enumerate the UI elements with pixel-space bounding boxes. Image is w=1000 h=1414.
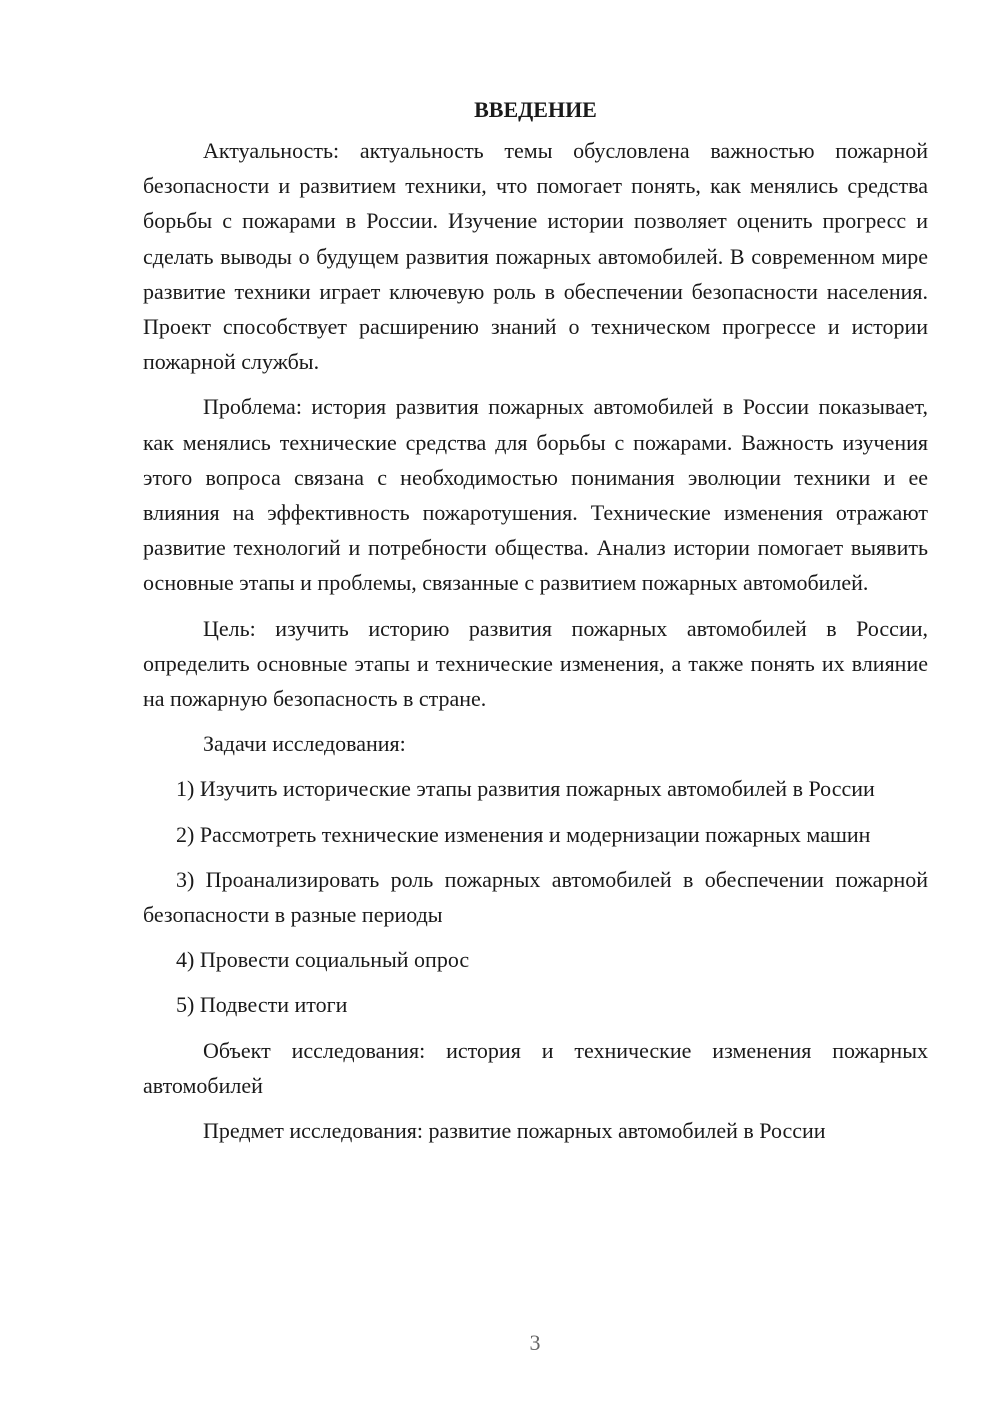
page-title: ВВЕДЕНИЕ xyxy=(474,97,597,122)
research-object: Объект исследования: история и технические изменения пожарных автомобилей xyxy=(143,1037,928,1098)
list-item: 3) Проанализировать роль пожарных автомобилей в обеспечении пожарной безопасности в разные периоды xyxy=(143,866,928,928)
list-item: 4) Провести социальный опрос xyxy=(176,947,470,973)
paragraph-problem: Проблема: история развития пожарных автомобилей в России показывает, как менялись технические средства для борьбы с пожарами. Важность изучения этого вопроса связана с необходимостью понимания эволюции техники и ее влияния на эффективность пожаротушения. Технические изменения отражают развитие технологий и потребности общества. Анализ истории помогает выявить основные этапы и проблемы, связанные с развитием пожарных автомобилей. xyxy=(143,394,928,596)
paragraph-goal: Цель: изучить историю развития пожарных автомобилей в России, определить основные этапы и технические изменения, а также понять их влияние на пожарную безопасность в стране. xyxy=(143,615,928,712)
tasks-heading: Задачи исследования: xyxy=(203,731,406,757)
list-item: 5) Подвести итоги xyxy=(176,992,348,1018)
tasks-list xyxy=(143,771,928,1022)
list-item: 2) Рассмотреть технические изменения и модернизации пожарных машин xyxy=(176,821,871,847)
research-subject: Предмет исследования: развитие пожарных автомобилей в России xyxy=(203,1118,826,1144)
page-content xyxy=(143,92,928,1158)
list-item: 1) Изучить исторические этапы развития пожарных автомобилей в России xyxy=(176,776,875,802)
page-number: 3 xyxy=(529,1330,541,1355)
paragraph-relevance: Актуальность: актуальность темы обусловлена важностью пожарной безопасности и развитием техники, что помогает понять, как менялись средства борьбы с пожарами в России. Изучение истории позволяет оценить прогресс и сделать выводы о будущем развития пожарных автомобилей. В современном мире развитие техники играет ключевую роль в обеспечении безопасности населения. Проект способствует расширению знаний о техническом прогрессе и истории пожарной службы. xyxy=(143,138,928,375)
